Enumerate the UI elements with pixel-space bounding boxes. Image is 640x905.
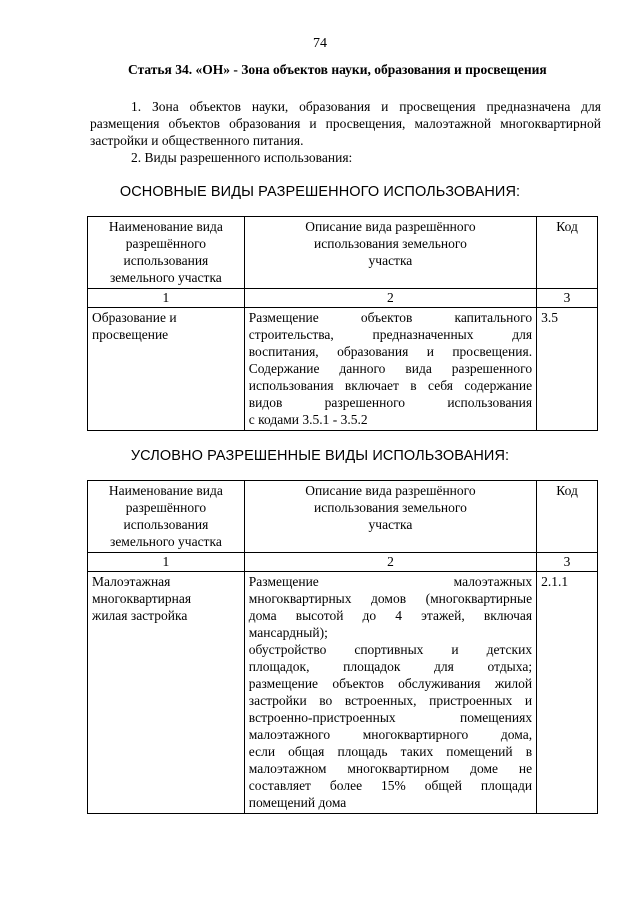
column-number: 1	[88, 553, 245, 572]
description-line: обустройство спортивных и детских	[248, 642, 533, 657]
header-line: Наименование вида	[108, 219, 223, 234]
main-uses-table	[87, 216, 598, 431]
column-header-description	[244, 481, 536, 553]
description-line: многоквартирных домов (многоквартирные	[248, 591, 533, 606]
use-name-line: многоквартирная	[92, 591, 192, 606]
conditional-uses-table	[87, 480, 598, 814]
use-name-line: просвещение	[92, 327, 169, 342]
description-line: размещение объектов обслуживания жилой	[248, 676, 533, 691]
table-header-row	[88, 217, 598, 289]
header-line: использования земельного	[314, 500, 467, 515]
column-number: 1	[88, 289, 245, 308]
column-number: 3	[537, 553, 598, 572]
conditional-uses-heading: УСЛОВНО РАЗРЕШЕННЫЕ ВИДЫ ИСПОЛЬЗОВАНИЯ:	[130, 448, 510, 464]
column-header-name	[88, 481, 245, 553]
description-line: площадок, площадок для отдыха;	[248, 659, 533, 674]
header-line: участка	[368, 253, 413, 268]
description-line: Размещение объектов капитального	[248, 310, 533, 325]
use-name-line: Малоэтажная	[92, 574, 171, 589]
page-number: 74	[313, 36, 327, 51]
use-code-cell: 2.1.1	[537, 572, 598, 814]
intro-paragraph-2: 2. Виды разрешенного использования:	[131, 150, 353, 165]
table-header-row	[88, 481, 598, 553]
header-line: использования земельного	[314, 236, 467, 251]
column-number: 3	[537, 289, 598, 308]
article-title: Статья 34. «ОН» - Зона объектов науки, образования и просвещения	[128, 62, 547, 77]
description-line: застройки во встроенных, пристроенных и	[248, 693, 533, 708]
column-header-code: Код	[537, 481, 598, 553]
header-line: Описание вида разрешённого	[305, 219, 476, 234]
intro-paragraph-1: 1. Зона объектов науки, образования и просвещения предназначена для размещения объектов образования и просвещения, малоэтажной многоквартирной застройки и общественного питания.	[90, 99, 601, 148]
header-line: Описание вида разрешённого	[305, 483, 476, 498]
description-line: Размещение малоэтажных	[248, 574, 533, 589]
column-number-row	[88, 289, 598, 308]
header-line: Наименование вида	[108, 483, 223, 498]
column-header-code: Код	[537, 217, 598, 289]
use-code-cell: 3.5	[537, 308, 598, 431]
header-line: участка	[368, 517, 413, 532]
description-line: с кодами 3.5.1 - 3.5.2	[248, 412, 368, 427]
column-header-description	[244, 217, 536, 289]
header-line: земельного участка	[109, 270, 222, 285]
description-line: дома высотой до 4 этажей, включая	[248, 608, 533, 623]
description-line: использования включает в себя содержание	[248, 378, 533, 393]
description-line: встроенно-пристроенных помещениях	[248, 710, 533, 725]
header-line: использования	[123, 253, 209, 268]
use-name-cell	[88, 572, 245, 814]
use-description-cell	[244, 572, 536, 814]
description-line: воспитания, образования и просвещения.	[248, 344, 533, 359]
main-uses-heading: ОСНОВНЫЕ ВИДЫ РАЗРЕШЕННОГО ИСПОЛЬЗОВАНИЯ:	[119, 184, 521, 200]
table-row	[88, 572, 598, 814]
description-line: мансардный);	[248, 625, 328, 640]
description-line: строительства, предназначенных для	[248, 327, 533, 342]
header-line: земельного участка	[109, 534, 222, 549]
description-line: помещений дома	[248, 795, 347, 810]
header-line: разрешённого	[125, 500, 207, 515]
column-number-row	[88, 553, 598, 572]
column-number: 2	[244, 289, 536, 308]
header-line: разрешённого	[125, 236, 207, 251]
description-line: видов разрешенного использования	[248, 395, 533, 410]
description-line: малоэтажного многоквартирного дома,	[248, 727, 533, 742]
header-line: использования	[123, 517, 209, 532]
intro-text	[90, 98, 601, 166]
use-name-cell	[88, 308, 245, 431]
description-line: Содержание данного вида разрешенного	[248, 361, 533, 376]
use-name-line: Образование и	[92, 310, 177, 325]
column-header-name	[88, 217, 245, 289]
description-line: составляет более 15% общей площади	[248, 778, 533, 793]
description-line: малоэтажном многоквартирном доме не	[248, 761, 533, 776]
use-description-cell	[244, 308, 536, 431]
table-row	[88, 308, 598, 431]
column-number: 2	[244, 553, 536, 572]
use-name-line: жилая застройка	[92, 608, 188, 623]
description-line: если общая площадь таких помещений в	[248, 744, 533, 759]
